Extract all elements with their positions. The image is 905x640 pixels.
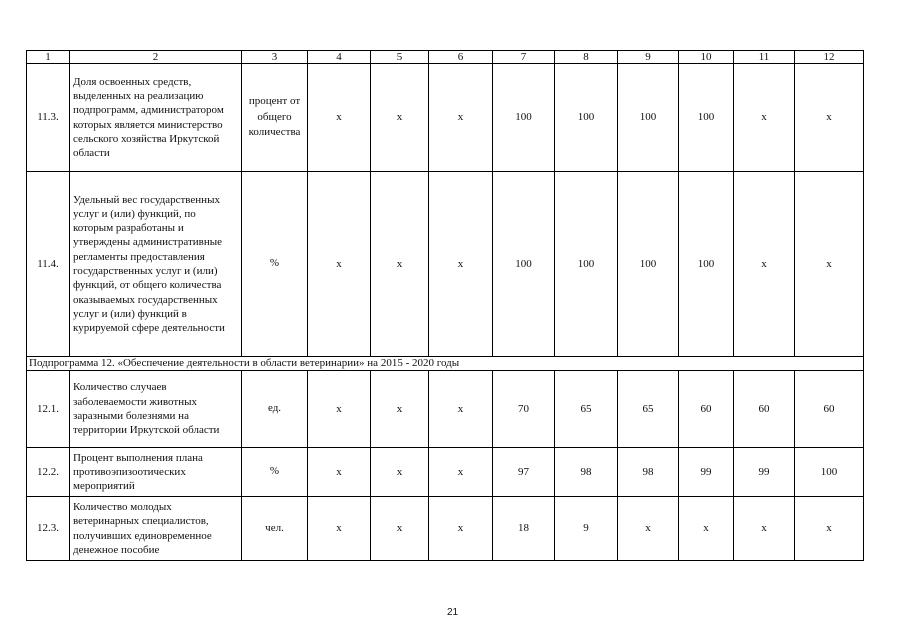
value-cell: 100	[618, 172, 679, 357]
value-cell: х	[371, 448, 429, 497]
value-cell: х	[429, 448, 493, 497]
value-cell: 98	[618, 448, 679, 497]
table-row	[27, 172, 864, 357]
unit-cell: чел.	[242, 497, 308, 561]
indicator-name: Количество случаев заболеваемости животных заразными болезнями на территории Иркутской области	[70, 371, 242, 448]
subprogram-row	[27, 357, 864, 371]
column-number: 7	[493, 51, 555, 64]
column-number: 1	[27, 51, 70, 64]
value-cell: 9	[555, 497, 618, 561]
value-cell: х	[308, 371, 371, 448]
value-cell: х	[795, 172, 864, 357]
column-number: 11	[734, 51, 795, 64]
value-cell: 100	[493, 64, 555, 172]
table-row	[27, 497, 864, 561]
value-cell: 100	[679, 64, 734, 172]
column-number: 12	[795, 51, 864, 64]
value-cell: 100	[679, 172, 734, 357]
column-number: 6	[429, 51, 493, 64]
indicators-table	[26, 50, 864, 561]
value-cell: 98	[555, 448, 618, 497]
indicator-name: Количество молодых ветеринарных специалистов, получивших единовременное денежное пособие	[70, 497, 242, 561]
value-cell: х	[371, 371, 429, 448]
value-cell: х	[618, 497, 679, 561]
value-cell: 100	[493, 172, 555, 357]
column-number: 8	[555, 51, 618, 64]
indicator-name: Доля освоенных средств, выделенных на реализацию подпрограмм, администратором которых является министерство сельского хозяйства Иркутской области	[70, 64, 242, 172]
value-cell: 100	[618, 64, 679, 172]
unit-cell: процент от общего количества	[242, 64, 308, 172]
value-cell: 65	[555, 371, 618, 448]
value-cell: х	[308, 172, 371, 357]
row-number: 12.1.	[27, 371, 70, 448]
table-row	[27, 448, 864, 497]
value-cell: 65	[618, 371, 679, 448]
unit-cell: ед.	[242, 371, 308, 448]
value-cell: х	[734, 64, 795, 172]
value-cell: х	[371, 497, 429, 561]
column-number: 3	[242, 51, 308, 64]
value-cell: х	[429, 371, 493, 448]
value-cell: 100	[555, 172, 618, 357]
indicator-name: Удельный вес государственных услуг и (или) функций, по которым разработаны и утверждены административные регламенты предоставления государственных услуг и (или) функций, от общего количества оказываемых государственных услуг и (или) функций в курируемой сфере деятельности	[70, 172, 242, 357]
value-cell: х	[308, 448, 371, 497]
value-cell: х	[429, 64, 493, 172]
column-number: 4	[308, 51, 371, 64]
value-cell: х	[734, 497, 795, 561]
column-number-row	[27, 51, 864, 64]
value-cell: 99	[734, 448, 795, 497]
page-number: 21	[446, 607, 459, 618]
table-row	[27, 371, 864, 448]
value-cell: х	[679, 497, 734, 561]
value-cell: 97	[493, 448, 555, 497]
table-row	[27, 64, 864, 172]
value-cell: х	[734, 172, 795, 357]
row-number: 11.3.	[27, 64, 70, 172]
unit-cell: %	[242, 448, 308, 497]
indicator-name: Процент выполнения плана противоэпизоотических мероприятий	[70, 448, 242, 497]
value-cell: х	[308, 64, 371, 172]
value-cell: 60	[734, 371, 795, 448]
value-cell: 100	[555, 64, 618, 172]
value-cell: 60	[679, 371, 734, 448]
value-cell: х	[429, 172, 493, 357]
column-number: 10	[679, 51, 734, 64]
column-number: 2	[70, 51, 242, 64]
value-cell: х	[371, 64, 429, 172]
column-number: 9	[618, 51, 679, 64]
row-number: 11.4.	[27, 172, 70, 357]
row-number: 12.2.	[27, 448, 70, 497]
value-cell: 99	[679, 448, 734, 497]
value-cell: 100	[795, 448, 864, 497]
value-cell: 18	[493, 497, 555, 561]
value-cell: х	[795, 497, 864, 561]
value-cell: 70	[493, 371, 555, 448]
subprogram-title: Подпрограмма 12. «Обеспечение деятельности в области ветеринарии» на 2015 - 2020 годы	[27, 357, 864, 371]
value-cell: х	[308, 497, 371, 561]
row-number: 12.3.	[27, 497, 70, 561]
value-cell: 60	[795, 371, 864, 448]
value-cell: х	[429, 497, 493, 561]
unit-cell: %	[242, 172, 308, 357]
value-cell: х	[795, 64, 864, 172]
column-number: 5	[371, 51, 429, 64]
value-cell: х	[371, 172, 429, 357]
